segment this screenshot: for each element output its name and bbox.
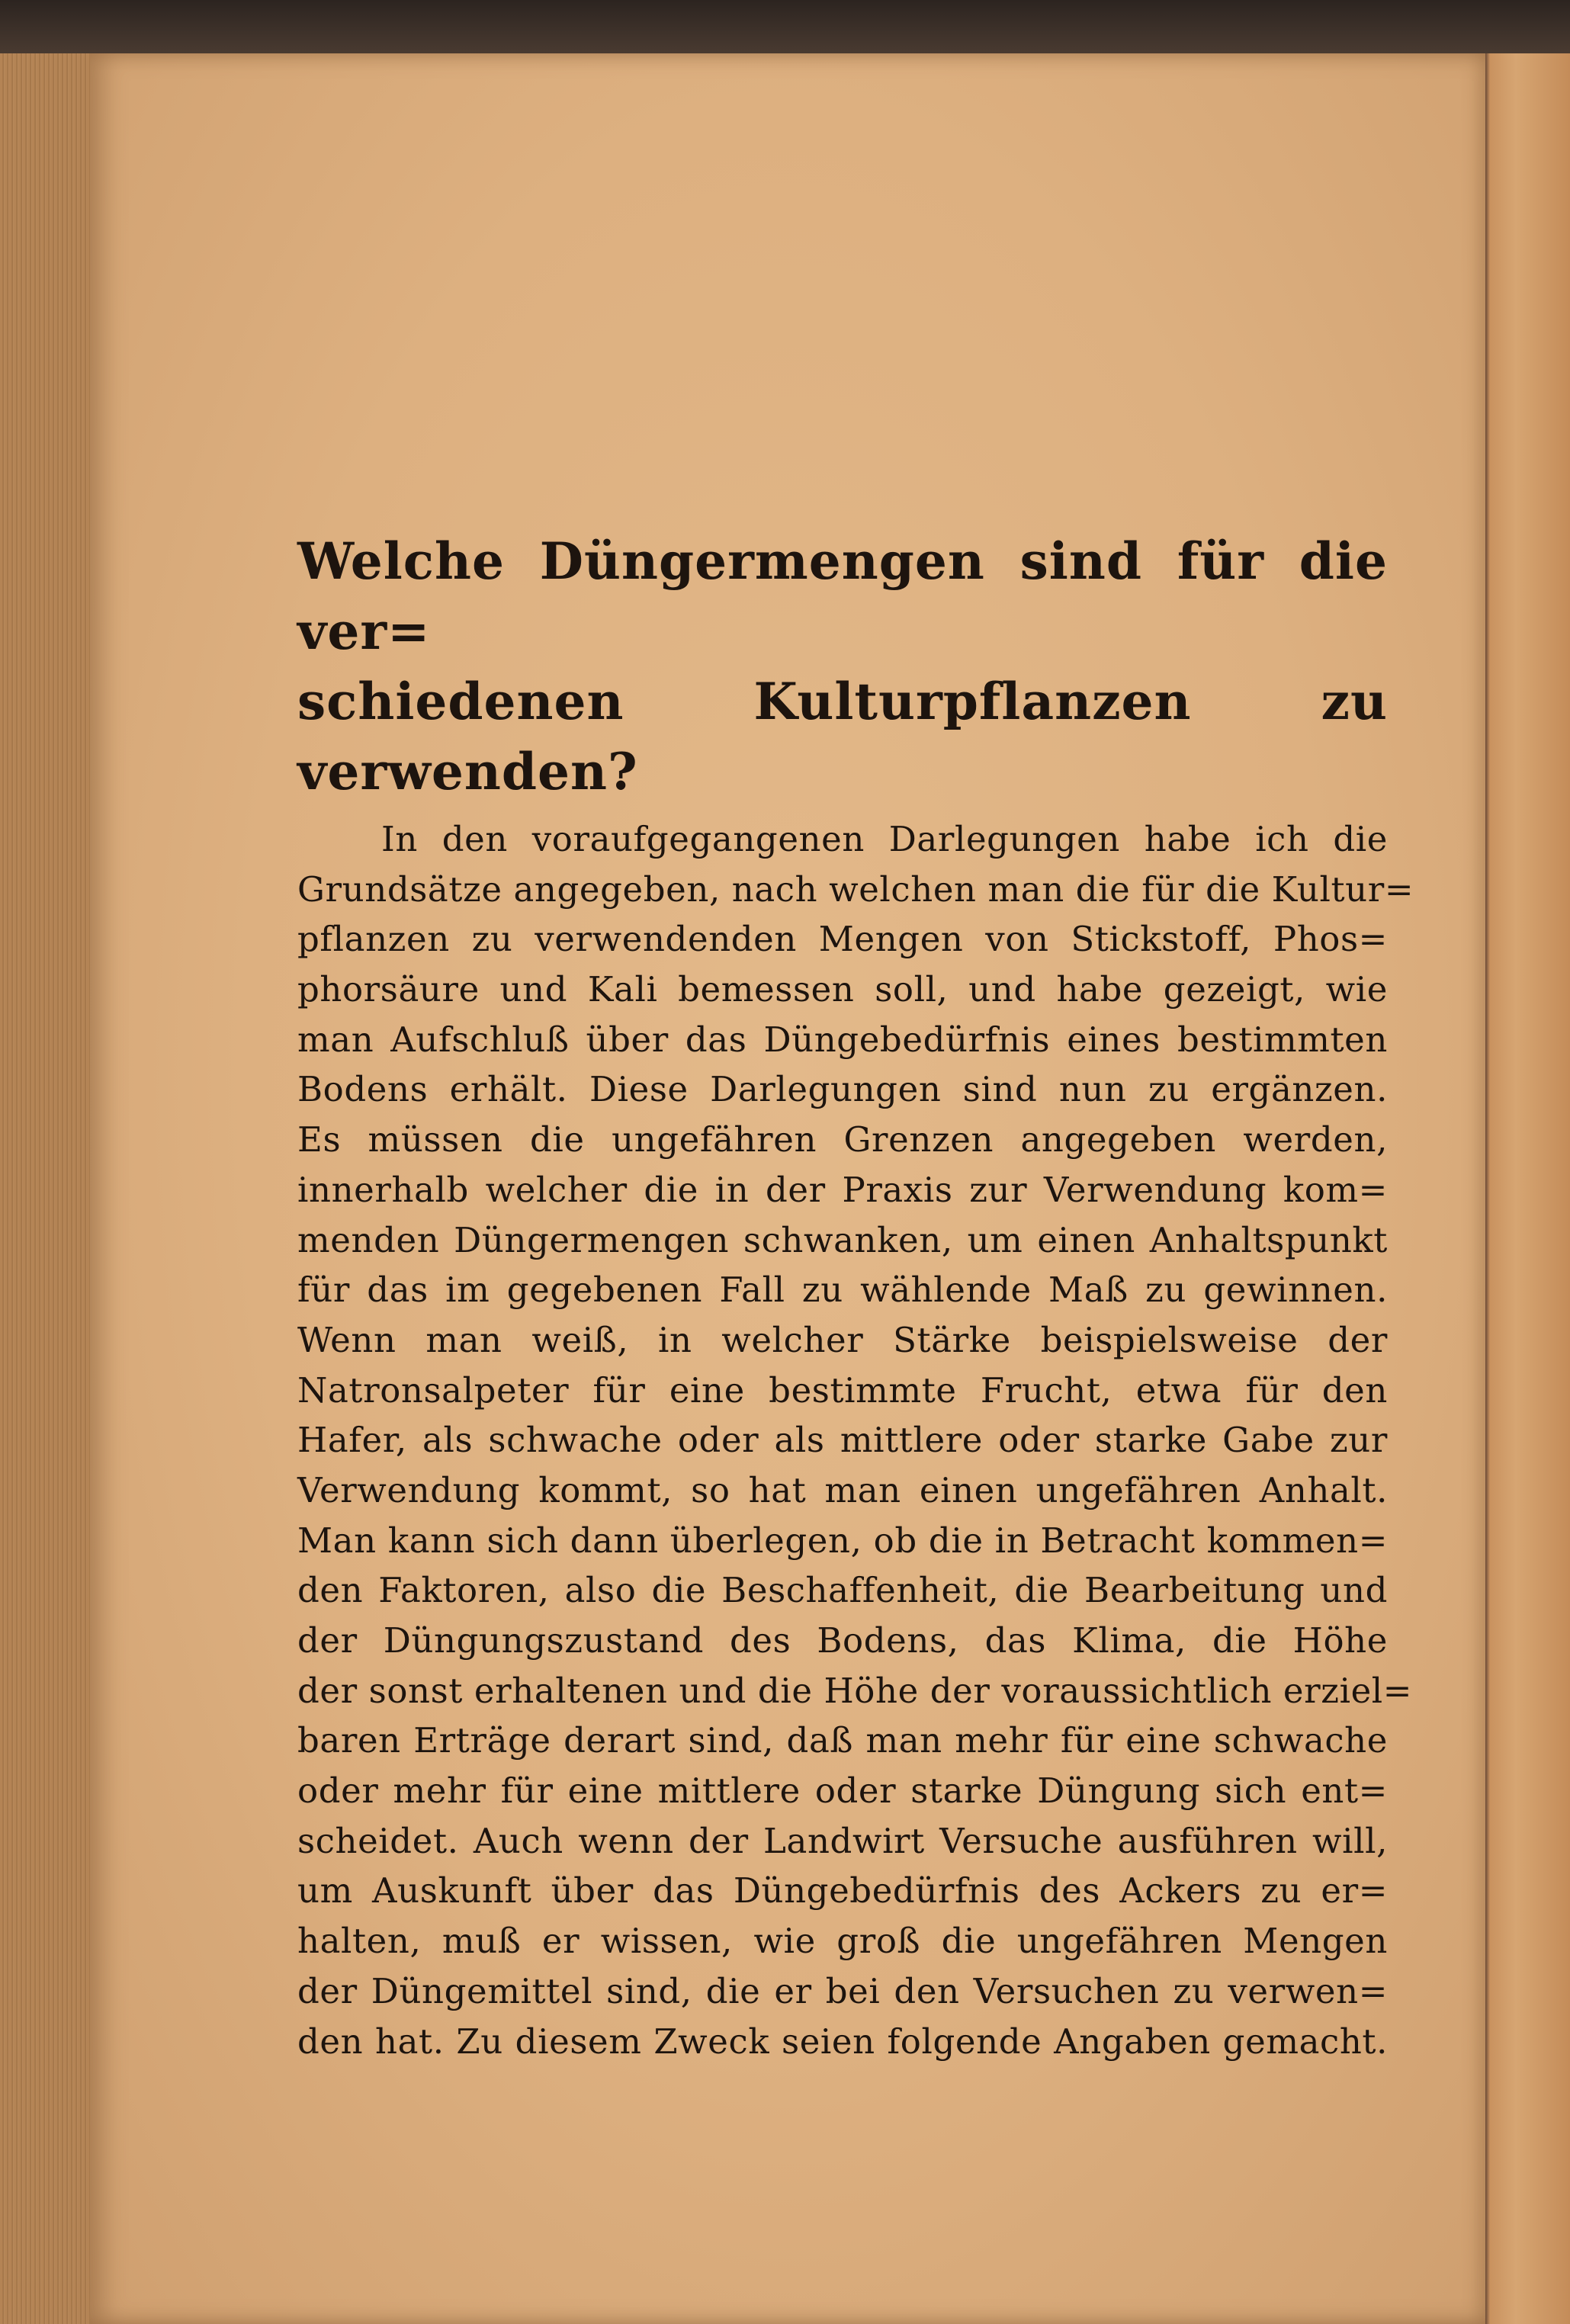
text-line: Natronsalpeter für eine bestimmte Frucht, etwa für den [297,1369,1388,1411]
text-line: In den voraufgegangenen Darlegungen habe ich die [381,819,1388,859]
text-line: der sonst erhaltenen und die Höhe der voraussichtlich erziel= [297,1670,1413,1711]
body-paragraph [297,814,1414,2066]
text-line: den Faktoren, also die Beschaffenheit, die Bearbeitung und [297,1570,1388,1611]
text-line: Hafer, als schwache oder als mittlere oder starke Gabe zur [297,1420,1388,1461]
page-text [297,526,1414,2066]
text-line: phorsäure und Kali bemessen soll, und habe gezeigt, wie [297,969,1388,1010]
scanner-background [0,0,1570,55]
text-line: Man kann sich dann überlegen, ob die in Betracht kommen= [297,1520,1388,1561]
text-line: für das im gegebenen Fall zu wählende Maß zu gewinnen. [297,1270,1388,1311]
text-line: Verwendung kommt, so hat man einen ungefähren Anhalt. [297,1469,1388,1510]
text-line: baren Erträge derart sind, daß man mehr für eine schwache [297,1720,1388,1761]
heading-line: Welche Düngermengen sind für die ver= [297,531,1388,661]
text-line: scheidet. Auch wenn der Landwirt Versuche ausführen will, [297,1820,1388,1861]
text-line: man Aufschluß über das Düngebedürfnis eines bestimmten [297,1019,1388,1060]
text-line: pflanzen zu verwendenden Mengen von Stickstoff, Phos= [297,919,1388,960]
text-line: den hat. Zu diesem Zweck seien folgende Angaben gemacht. [297,2021,1388,2062]
text-line: innerhalb welcher die in der Praxis zur Verwendung kom= [297,1169,1388,1210]
text-line: um Auskunft über das Düngebedürfnis des Ackers zu er= [297,1870,1388,1912]
text-line: Grundsätze angegeben, nach welchen man die für die Kultur= [297,868,1414,910]
text-line: Bodens erhält. Diese Darlegungen sind nun zu ergänzen. [297,1069,1388,1110]
text-line: oder mehr für eine mittlere oder starke Düngung sich ent= [297,1770,1388,1812]
text-line: Wenn man weiß, in welcher Stärke beispielsweise der [297,1319,1388,1360]
heading-line: schiedenen Kulturpflanzen zu verwenden? [297,672,1388,801]
text-line: Es müssen die ungefähren Grenzen angegeben werden, [297,1119,1388,1160]
section-heading [297,526,1388,807]
text-line: menden Düngermengen schwanken, um einen Anhaltspunkt [297,1219,1388,1260]
text-line: halten, muß er wissen, wie groß die ungefähren Mengen [297,1921,1388,1962]
page-right-edge [1485,53,1570,2324]
text-line: der Düngungszustand des Bodens, das Klima, die Höhe [297,1620,1388,1661]
text-line: der Düngemittel sind, die er bei den Versuchen zu verwen= [297,1970,1388,2011]
